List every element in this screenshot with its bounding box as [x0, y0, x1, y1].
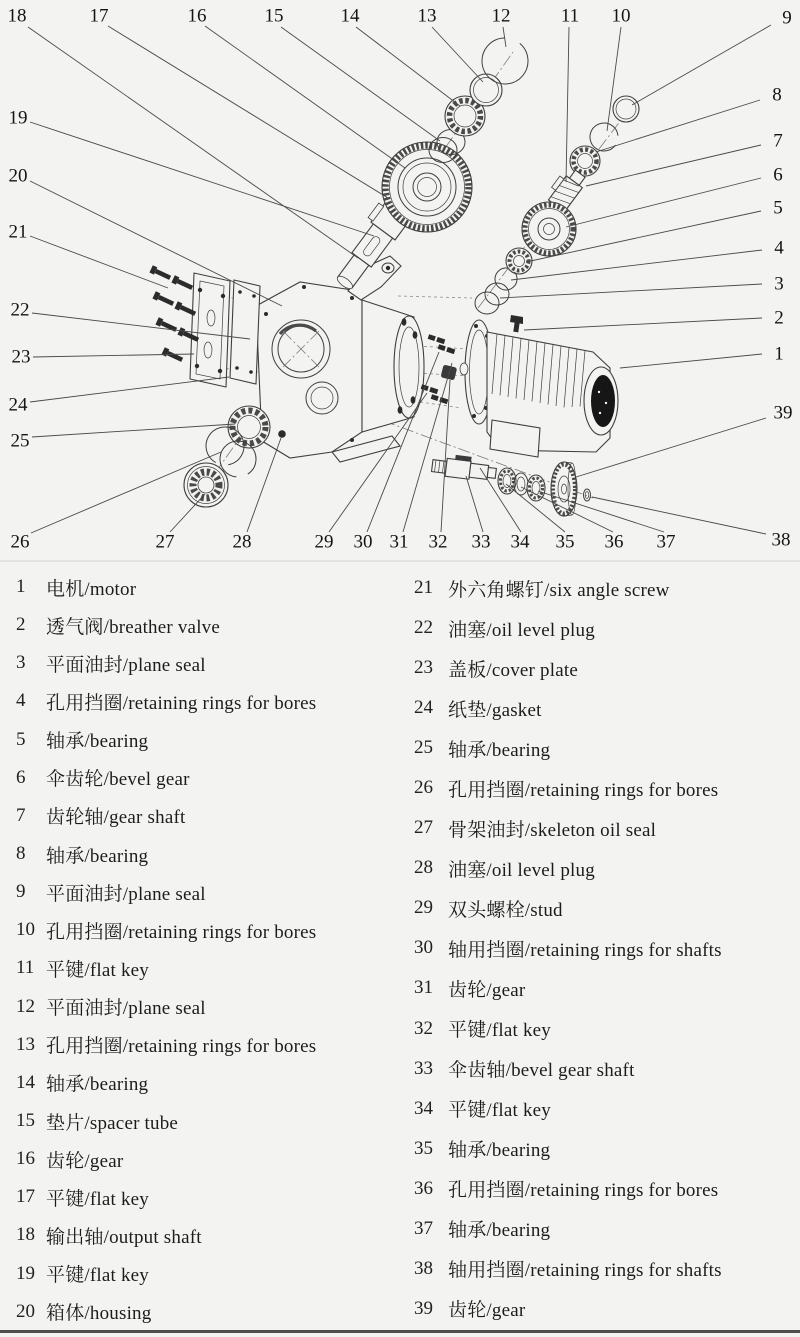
parts-list-item: [16, 911, 408, 949]
part-number: 34: [414, 1097, 433, 1119]
leader-line: [247, 438, 281, 532]
part-number: 9: [16, 881, 26, 903]
parts-list-item: [414, 1169, 798, 1209]
part-number: 37: [414, 1217, 433, 1239]
callout-label: 27: [155, 531, 175, 553]
retaining-ring-38: [584, 489, 591, 501]
callout-label: 7: [773, 130, 783, 152]
part-label: 电机/motor: [46, 578, 137, 600]
part-label: 轴承/bearing: [46, 1074, 149, 1096]
parts-list-item: [16, 1255, 408, 1293]
part-number: 17: [16, 1186, 35, 1208]
leader-line: [586, 145, 761, 186]
parts-list-item: [16, 721, 408, 759]
part-number: 13: [16, 1033, 35, 1055]
leader-line: [524, 318, 762, 330]
parts-list-item: [414, 1129, 798, 1169]
part-label: 透气阀/breather valve: [46, 616, 221, 638]
parts-list-item: [16, 682, 408, 720]
callout-layer: [8, 6, 793, 553]
part-number: 23: [414, 657, 433, 679]
part-label: 孔用挡圈/retaining rings for bores: [448, 779, 719, 801]
callout-label: 16: [187, 5, 207, 27]
parts-list-item: [414, 1089, 798, 1129]
parts-list-item: [414, 648, 798, 688]
gear-16: [382, 142, 472, 232]
part-label: 骨架油封/skeleton oil seal: [448, 819, 657, 841]
callout-label: 2: [774, 307, 784, 329]
callout-label: 31: [389, 531, 409, 553]
callout-label: 10: [611, 5, 631, 27]
part-label: 平键/flat key: [448, 1020, 551, 1042]
leader-line: [466, 476, 483, 532]
part-number: 26: [414, 777, 433, 799]
parts-list-item: [414, 1289, 798, 1329]
callout-label: 33: [471, 531, 491, 553]
callout-label: 34: [510, 531, 530, 553]
callout-label: 12: [491, 5, 511, 27]
callout-label: 24: [8, 394, 28, 416]
motor-shaft-opening: [591, 375, 615, 427]
parts-list-item: [16, 873, 408, 911]
leader-line: [592, 497, 766, 534]
part-number: 35: [414, 1137, 433, 1159]
part-number: 4: [16, 690, 26, 712]
callout-label: 38: [771, 529, 791, 551]
part-label: 伞齿轴/bevel gear shaft: [448, 1060, 635, 1082]
callout-label: 20: [8, 165, 28, 187]
parts-list-item: [16, 949, 408, 987]
parts-list-item: [16, 835, 408, 873]
housing: [249, 256, 424, 462]
callout-label: 17: [89, 5, 109, 27]
callout-label: 9: [782, 7, 792, 29]
part-label: 双头螺栓/stud: [448, 899, 563, 921]
part-label: 孔用挡圈/retaining rings for bores: [448, 1180, 719, 1202]
parts-list-item: [16, 1064, 408, 1102]
part-label: 轴承/bearing: [448, 1220, 551, 1242]
parts-list-item: [414, 888, 798, 928]
leader-line: [281, 27, 440, 141]
callout-label: 37: [656, 531, 676, 553]
leader-line: [30, 377, 229, 402]
part-number: 30: [414, 937, 433, 959]
part-label: 平键/flat key: [448, 1100, 551, 1122]
section-divider: [0, 560, 800, 562]
part-label: 齿轮/gear: [46, 1150, 124, 1172]
part-number: 39: [414, 1297, 433, 1319]
gasket: [230, 280, 260, 384]
parts-list-item: [16, 1102, 408, 1140]
part-label: 输出轴/output shaft: [46, 1226, 202, 1248]
part-number: 19: [16, 1262, 35, 1284]
parts-list-item: [16, 988, 408, 1026]
leader-line: [30, 122, 374, 236]
parts-list-item: [414, 1009, 798, 1049]
leader-line: [566, 178, 761, 227]
callout-label: 28: [232, 531, 252, 553]
part-number: 6: [16, 766, 26, 788]
part-number: 20: [16, 1300, 35, 1322]
output-shaft-assembly: [326, 29, 537, 295]
part-label: 纸垫/gasket: [448, 699, 542, 721]
part-label: 伞齿轮/bevel gear: [46, 769, 190, 791]
parts-list-item: [414, 928, 798, 968]
leader-line: [30, 181, 282, 306]
parts-list-item: [414, 1209, 798, 1249]
cover-plate: [190, 273, 230, 387]
parts-list-item: [16, 1140, 408, 1178]
bottom-rule: [0, 1330, 800, 1333]
part-number: 31: [414, 977, 433, 999]
part-number: 12: [16, 995, 35, 1017]
part-label: 垫片/spacer tube: [46, 1112, 179, 1134]
bevel-gear-6: [522, 202, 576, 256]
callout-label: 13: [417, 5, 437, 27]
part-number: 16: [16, 1148, 35, 1170]
parts-list-item: [414, 608, 798, 648]
parts-list-item: [414, 688, 798, 728]
washer-31: [460, 363, 468, 375]
parts-list-item: [414, 568, 798, 608]
part-number: 14: [16, 1071, 35, 1093]
leader-line: [170, 494, 205, 532]
callout-label: 19: [8, 107, 28, 129]
parts-list-item: [16, 1293, 408, 1331]
leader-line: [356, 27, 460, 106]
part-label: 轴承/bearing: [448, 1140, 551, 1162]
callout-label: 3: [774, 273, 784, 295]
part-label: 轴承/bearing: [46, 731, 149, 753]
parts-list-item: [16, 1178, 408, 1216]
part-number: 24: [414, 697, 433, 719]
plane-seal-3: [475, 283, 509, 314]
leader-line: [566, 27, 569, 182]
part-number: 28: [414, 857, 433, 879]
part-label: 轴用挡圈/retaining rings for shafts: [448, 1260, 722, 1282]
part-number: 38: [414, 1257, 433, 1279]
callout-label: 15: [264, 5, 284, 27]
parts-list-item: [16, 759, 408, 797]
breather-valve: [510, 315, 523, 332]
part-number: 25: [414, 737, 433, 759]
parts-list-left-column: [16, 568, 408, 1331]
leader-line: [620, 354, 762, 368]
callout-label: 14: [340, 5, 360, 27]
part-number: 29: [414, 897, 433, 919]
bevel-gear-shaft-33: [431, 452, 497, 482]
callout-label: 22: [10, 299, 30, 321]
parts-list-item: [16, 1026, 408, 1064]
part-number: 3: [16, 652, 26, 674]
part-number: 10: [16, 919, 35, 941]
part-number: 2: [16, 614, 26, 636]
parts-list-item: [16, 568, 408, 606]
parts-list-item: [414, 728, 798, 768]
part-label: 齿轮/gear: [448, 1300, 526, 1322]
callout-label: 25: [10, 430, 30, 452]
part-label: 齿轮/gear: [448, 979, 526, 1001]
callout-label: 36: [604, 531, 624, 553]
callout-label: 39: [773, 402, 793, 424]
part-label: 油塞/oil level plug: [448, 859, 595, 881]
callout-label: 6: [773, 164, 783, 186]
callout-label: 26: [10, 531, 30, 553]
leader-line: [32, 424, 235, 437]
callout-label: 21: [8, 221, 28, 243]
parts-list-right-column: [414, 568, 798, 1329]
bearing-5: [506, 248, 532, 274]
part-label: 平面油封/plane seal: [46, 883, 206, 905]
part-number: 8: [16, 843, 26, 865]
part-label: 孔用挡圈/retaining rings for bores: [46, 921, 317, 943]
leader-line: [432, 27, 483, 82]
leader-line: [500, 284, 762, 298]
callout-label: 30: [353, 531, 373, 553]
callout-label: 1: [774, 343, 784, 365]
part-number: 33: [414, 1057, 433, 1079]
part-label: 外六角螺钉/six angle screw: [448, 579, 670, 601]
part-number: 15: [16, 1110, 35, 1132]
motor: [421, 315, 618, 457]
part-number: 7: [16, 804, 26, 826]
leader-line: [30, 236, 168, 288]
part-number: 21: [414, 577, 433, 599]
plane-seal-13: [470, 74, 502, 106]
parts-list-item: [16, 644, 408, 682]
parts-list-item: [16, 797, 408, 835]
callout-label: 4: [774, 237, 784, 259]
parts-list-item: [414, 768, 798, 808]
plane-seal-9: [613, 96, 639, 122]
part-label: 轴承/bearing: [46, 845, 149, 867]
part-label: 油塞/oil level plug: [448, 619, 595, 641]
callout-label: 23: [11, 346, 31, 368]
part-number: 22: [414, 617, 433, 639]
parts-list-item: [414, 848, 798, 888]
part-number: 18: [16, 1224, 35, 1246]
callout-label: 35: [555, 531, 575, 553]
leader-line: [28, 27, 358, 258]
callout-label: 11: [560, 5, 580, 27]
parts-list-item: [16, 606, 408, 644]
part-number: 5: [16, 728, 26, 750]
part-label: 箱体/housing: [46, 1303, 152, 1325]
callout-label: 8: [772, 84, 782, 106]
part-label: 盖板/cover plate: [448, 659, 578, 681]
part-label: 轴用挡圈/retaining rings for shafts: [448, 939, 722, 961]
part-number: 1: [16, 576, 26, 598]
part-label: 轴承/bearing: [448, 739, 551, 761]
callout-label: 18: [7, 5, 27, 27]
callout-label: 29: [314, 531, 334, 553]
part-label: 孔用挡圈/retaining rings for bores: [46, 692, 317, 714]
leader-line: [632, 25, 771, 105]
callout-label: 5: [773, 197, 783, 219]
part-label: 平面油封/plane seal: [46, 654, 206, 676]
parts-list-item: [414, 1049, 798, 1089]
parts-list-item: [414, 808, 798, 848]
part-number: 36: [414, 1177, 433, 1199]
part-label: 平面油封/plane seal: [46, 998, 206, 1020]
part-label: 孔用挡圈/retaining rings for bores: [46, 1036, 317, 1058]
part-number: 11: [16, 957, 35, 979]
part-number: 27: [414, 817, 433, 839]
part-label: 齿轮轴/gear shaft: [46, 807, 186, 829]
part-label: 平键/flat key: [46, 1188, 149, 1210]
part-label: 平键/flat key: [46, 959, 149, 981]
bevel-gear-shaft-assembly: [431, 452, 590, 516]
parts-list-item: [414, 1249, 798, 1289]
part-label: 平键/flat key: [46, 1265, 149, 1287]
callout-label: 32: [428, 531, 448, 553]
parts-list-item: [414, 968, 798, 1008]
part-number: 32: [414, 1017, 433, 1039]
exploded-view-diagram: [0, 0, 800, 562]
parts-list-item: [16, 1216, 408, 1254]
leader-line: [503, 27, 506, 47]
